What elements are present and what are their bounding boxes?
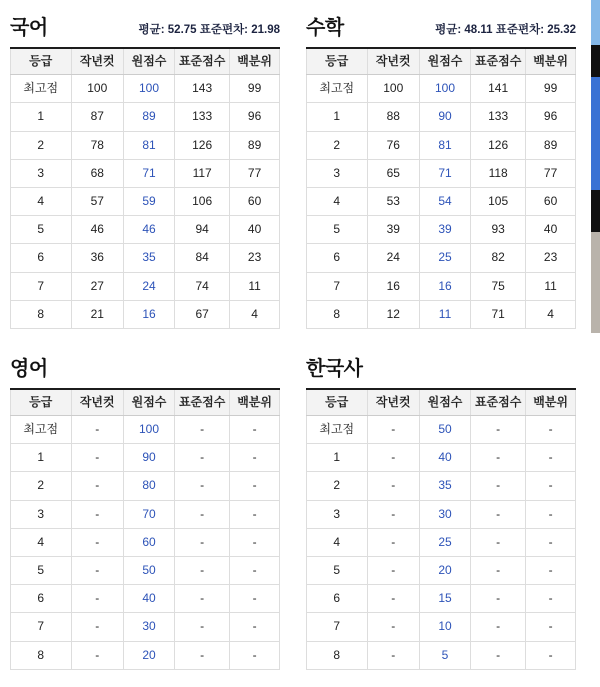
subject-title: 국어: [10, 17, 48, 39]
last-year-cut-cell: -: [367, 613, 419, 641]
last-year-cut-cell: -: [367, 528, 419, 556]
table-row: [307, 159, 576, 187]
raw-score-cell: 35: [123, 244, 174, 272]
std-score-cell: -: [471, 585, 526, 613]
last-year-cut-cell: 21: [71, 300, 123, 328]
raw-score-cell: 39: [419, 216, 470, 244]
percentile-cell: -: [230, 641, 280, 669]
column-header: 백분위: [526, 389, 576, 416]
last-year-cut-cell: -: [367, 472, 419, 500]
percentile-cell: -: [526, 528, 576, 556]
grade-cell: 3: [11, 159, 72, 187]
raw-score-cell: 50: [123, 557, 174, 585]
last-year-cut-cell: -: [71, 500, 123, 528]
table-row: [307, 187, 576, 215]
percentile-cell: 99: [230, 75, 280, 103]
grade-cell: 1: [307, 103, 368, 131]
grade-cell: 8: [11, 641, 72, 669]
table-row: [307, 103, 576, 131]
column-header: 표준점수: [471, 48, 526, 75]
raw-score-cell: 59: [123, 187, 174, 215]
grade-cell: 1: [11, 103, 72, 131]
raw-score-cell: 50: [419, 416, 470, 444]
last-year-cut-cell: -: [367, 500, 419, 528]
table-row: [11, 585, 280, 613]
table-row: [307, 131, 576, 159]
grade-cell: 1: [307, 444, 368, 472]
std-score-cell: 93: [471, 216, 526, 244]
raw-score-cell: 5: [419, 641, 470, 669]
table-row: [11, 131, 280, 159]
column-header: 원점수: [123, 48, 174, 75]
score-table: [10, 388, 280, 670]
table-row: [11, 472, 280, 500]
last-year-cut-cell: 65: [367, 159, 419, 187]
grade-cell: 3: [307, 159, 368, 187]
percentile-cell: 60: [230, 187, 280, 215]
column-header: 표준점수: [175, 389, 230, 416]
percentile-cell: 40: [526, 216, 576, 244]
grade-cell: 8: [11, 300, 72, 328]
grade-cell: 4: [307, 187, 368, 215]
raw-score-cell: 100: [123, 75, 174, 103]
table-row: [307, 641, 576, 669]
std-score-cell: 67: [175, 300, 230, 328]
column-header: 백분위: [230, 389, 280, 416]
raw-score-cell: 35: [419, 472, 470, 500]
raw-score-cell: 16: [123, 300, 174, 328]
percentile-cell: -: [230, 500, 280, 528]
percentile-cell: -: [526, 585, 576, 613]
grade-cell: 4: [307, 528, 368, 556]
std-score-cell: -: [471, 500, 526, 528]
std-score-cell: -: [471, 472, 526, 500]
std-score-cell: 117: [175, 159, 230, 187]
percentile-cell: -: [230, 472, 280, 500]
last-year-cut-cell: -: [71, 585, 123, 613]
subject-section-math: [306, 14, 576, 329]
std-score-cell: -: [175, 444, 230, 472]
last-year-cut-cell: 27: [71, 272, 123, 300]
subject-title: 한국사: [306, 357, 363, 380]
percentile-cell: 23: [526, 244, 576, 272]
score-table: [306, 388, 576, 670]
std-score-cell: 126: [471, 131, 526, 159]
raw-score-cell: 100: [123, 416, 174, 444]
column-header: 작년컷: [367, 389, 419, 416]
raw-score-cell: 16: [419, 272, 470, 300]
raw-score-cell: 10: [419, 613, 470, 641]
last-year-cut-cell: 76: [367, 131, 419, 159]
percentile-cell: -: [526, 613, 576, 641]
table-row: [11, 500, 280, 528]
column-header: 표준점수: [471, 389, 526, 416]
table-row: [307, 528, 576, 556]
subject-header: [306, 355, 576, 380]
percentile-cell: -: [526, 557, 576, 585]
last-year-cut-cell: 12: [367, 300, 419, 328]
raw-score-cell: 54: [419, 187, 470, 215]
std-score-cell: -: [175, 641, 230, 669]
raw-score-cell: 40: [419, 444, 470, 472]
raw-score-cell: 90: [419, 103, 470, 131]
std-score-cell: -: [471, 444, 526, 472]
percentile-cell: -: [230, 444, 280, 472]
grade-cell: 6: [307, 585, 368, 613]
table-row: [307, 585, 576, 613]
last-year-cut-cell: -: [71, 557, 123, 585]
std-score-cell: -: [471, 641, 526, 669]
std-score-cell: 71: [471, 300, 526, 328]
column-header: 원점수: [419, 389, 470, 416]
percentile-cell: -: [230, 613, 280, 641]
last-year-cut-cell: -: [367, 641, 419, 669]
grade-cell: 최고점: [11, 75, 72, 103]
grade-cell: 3: [307, 500, 368, 528]
score-table: [306, 47, 576, 329]
last-year-cut-cell: -: [367, 444, 419, 472]
std-score-cell: 106: [175, 187, 230, 215]
last-year-cut-cell: -: [71, 444, 123, 472]
subject-title: 영어: [10, 357, 48, 380]
table-row: [307, 300, 576, 328]
table-row: [11, 216, 280, 244]
last-year-cut-cell: -: [71, 472, 123, 500]
table-row: [11, 300, 280, 328]
percentile-cell: 77: [526, 159, 576, 187]
std-score-cell: -: [175, 613, 230, 641]
table-row: [11, 103, 280, 131]
raw-score-cell: 46: [123, 216, 174, 244]
raw-score-cell: 20: [123, 641, 174, 669]
edge-strip-segment: [591, 232, 600, 333]
std-score-cell: 141: [471, 75, 526, 103]
raw-score-cell: 81: [123, 131, 174, 159]
grade-cell: 7: [11, 272, 72, 300]
grade-cell: 2: [11, 131, 72, 159]
table-header-row: [307, 48, 576, 75]
percentile-cell: -: [230, 416, 280, 444]
last-year-cut-cell: -: [71, 528, 123, 556]
grade-cell: 7: [307, 272, 368, 300]
raw-score-cell: 90: [123, 444, 174, 472]
subject-header: [10, 14, 280, 39]
table-row: [11, 244, 280, 272]
std-score-cell: 84: [175, 244, 230, 272]
grade-cell: 6: [11, 244, 72, 272]
edge-strip-segment: [591, 0, 600, 45]
table-row: [11, 641, 280, 669]
grade-cell: 4: [11, 187, 72, 215]
grade-cell: 2: [11, 472, 72, 500]
grade-cell: 8: [307, 300, 368, 328]
last-year-cut-cell: 87: [71, 103, 123, 131]
subject-header: [306, 14, 576, 39]
edge-strip-segment: [591, 77, 600, 190]
raw-score-cell: 20: [419, 557, 470, 585]
table-row: [307, 444, 576, 472]
last-year-cut-cell: 36: [71, 244, 123, 272]
last-year-cut-cell: 68: [71, 159, 123, 187]
percentile-cell: 40: [230, 216, 280, 244]
table-row: [307, 272, 576, 300]
raw-score-cell: 24: [123, 272, 174, 300]
grade-cell: 5: [11, 216, 72, 244]
percentile-cell: 89: [526, 131, 576, 159]
table-row: [307, 75, 576, 103]
grade-cell: 최고점: [307, 416, 368, 444]
last-year-cut-cell: 16: [367, 272, 419, 300]
percentile-cell: 4: [230, 300, 280, 328]
last-year-cut-cell: -: [367, 585, 419, 613]
last-year-cut-cell: 46: [71, 216, 123, 244]
grade-cell: 4: [11, 528, 72, 556]
percentile-cell: -: [230, 528, 280, 556]
last-year-cut-cell: -: [367, 416, 419, 444]
table-row: [11, 272, 280, 300]
grade-cell: 7: [11, 613, 72, 641]
column-header: 등급: [307, 48, 368, 75]
table-row: [11, 187, 280, 215]
percentile-cell: -: [230, 557, 280, 585]
std-score-cell: -: [175, 500, 230, 528]
std-score-cell: 118: [471, 159, 526, 187]
percentile-cell: -: [230, 585, 280, 613]
table-row: [11, 444, 280, 472]
raw-score-cell: 71: [419, 159, 470, 187]
table-row: [307, 557, 576, 585]
grade-cell: 2: [307, 472, 368, 500]
subject-section-korean: [10, 14, 280, 329]
raw-score-cell: 15: [419, 585, 470, 613]
std-score-cell: -: [175, 528, 230, 556]
raw-score-cell: 25: [419, 528, 470, 556]
column-header: 등급: [11, 389, 72, 416]
grade-cell: 5: [307, 557, 368, 585]
grade-cell: 6: [11, 585, 72, 613]
percentile-cell: -: [526, 500, 576, 528]
std-score-cell: -: [471, 557, 526, 585]
std-score-cell: 133: [175, 103, 230, 131]
grade-cell: 최고점: [307, 75, 368, 103]
percentile-cell: -: [526, 472, 576, 500]
grade-cell: 3: [11, 500, 72, 528]
percentile-cell: 96: [526, 103, 576, 131]
percentile-cell: 23: [230, 244, 280, 272]
column-header: 표준점수: [175, 48, 230, 75]
last-year-cut-cell: -: [367, 557, 419, 585]
table-row: [11, 613, 280, 641]
raw-score-cell: 100: [419, 75, 470, 103]
column-header: 작년컷: [71, 389, 123, 416]
table-row: [11, 159, 280, 187]
subject-section-korean-history: [306, 355, 576, 670]
raw-score-cell: 89: [123, 103, 174, 131]
std-score-cell: 94: [175, 216, 230, 244]
subject-header: [10, 355, 280, 380]
raw-score-cell: 71: [123, 159, 174, 187]
table-row: [307, 416, 576, 444]
percentile-cell: 60: [526, 187, 576, 215]
column-header: 작년컷: [71, 48, 123, 75]
table-row: [11, 557, 280, 585]
percentile-cell: 77: [230, 159, 280, 187]
std-score-cell: -: [471, 528, 526, 556]
last-year-cut-cell: -: [71, 416, 123, 444]
last-year-cut-cell: 78: [71, 131, 123, 159]
std-score-cell: 75: [471, 272, 526, 300]
std-score-cell: -: [175, 416, 230, 444]
table-row: [307, 244, 576, 272]
score-table: [10, 47, 280, 329]
raw-score-cell: 11: [419, 300, 470, 328]
percentile-cell: -: [526, 444, 576, 472]
percentile-cell: -: [526, 416, 576, 444]
subject-title: 수학: [306, 17, 344, 39]
std-score-cell: 143: [175, 75, 230, 103]
column-header: 원점수: [123, 389, 174, 416]
std-score-cell: 105: [471, 187, 526, 215]
grade-cell: 5: [307, 216, 368, 244]
table-header-row: [11, 48, 280, 75]
table-row: [307, 613, 576, 641]
grade-cell: 7: [307, 613, 368, 641]
percentile-cell: 96: [230, 103, 280, 131]
edge-strip-segment: [591, 190, 600, 232]
raw-score-cell: 81: [419, 131, 470, 159]
std-score-cell: -: [471, 613, 526, 641]
grade-cell: 최고점: [11, 416, 72, 444]
last-year-cut-cell: 24: [367, 244, 419, 272]
table-header-row: [307, 389, 576, 416]
raw-score-cell: 25: [419, 244, 470, 272]
table-header-row: [11, 389, 280, 416]
std-score-cell: -: [471, 416, 526, 444]
raw-score-cell: 30: [123, 613, 174, 641]
edge-strip-segment: [591, 45, 600, 77]
last-year-cut-cell: -: [71, 613, 123, 641]
subjects-grid: [10, 14, 576, 670]
percentile-cell: 99: [526, 75, 576, 103]
column-header: 백분위: [230, 48, 280, 75]
percentile-cell: 11: [230, 272, 280, 300]
percentile-cell: 4: [526, 300, 576, 328]
std-score-cell: 133: [471, 103, 526, 131]
column-header: 백분위: [526, 48, 576, 75]
subject-stats: 평균: 52.75 표준편차: 21.98: [138, 24, 280, 36]
percentile-cell: 89: [230, 131, 280, 159]
subject-section-english: [10, 355, 280, 670]
column-header: 등급: [307, 389, 368, 416]
grade-cell: 8: [307, 641, 368, 669]
table-row: [307, 472, 576, 500]
table-row: [11, 416, 280, 444]
column-header: 원점수: [419, 48, 470, 75]
grade-cell: 6: [307, 244, 368, 272]
grade-cell: 2: [307, 131, 368, 159]
last-year-cut-cell: 100: [367, 75, 419, 103]
std-score-cell: 82: [471, 244, 526, 272]
std-score-cell: -: [175, 557, 230, 585]
raw-score-cell: 30: [419, 500, 470, 528]
std-score-cell: -: [175, 472, 230, 500]
table-row: [307, 216, 576, 244]
column-header: 작년컷: [367, 48, 419, 75]
grade-cell: 5: [11, 557, 72, 585]
last-year-cut-cell: 100: [71, 75, 123, 103]
std-score-cell: 74: [175, 272, 230, 300]
last-year-cut-cell: -: [71, 641, 123, 669]
last-year-cut-cell: 53: [367, 187, 419, 215]
last-year-cut-cell: 57: [71, 187, 123, 215]
raw-score-cell: 70: [123, 500, 174, 528]
column-header: 등급: [11, 48, 72, 75]
last-year-cut-cell: 88: [367, 103, 419, 131]
std-score-cell: 126: [175, 131, 230, 159]
table-row: [307, 500, 576, 528]
raw-score-cell: 80: [123, 472, 174, 500]
raw-score-cell: 40: [123, 585, 174, 613]
right-edge-strip: [591, 0, 600, 333]
std-score-cell: -: [175, 585, 230, 613]
subject-stats: 평균: 48.11 표준편차: 25.32: [435, 24, 576, 36]
table-row: [11, 75, 280, 103]
grade-cell: 1: [11, 444, 72, 472]
raw-score-cell: 60: [123, 528, 174, 556]
percentile-cell: 11: [526, 272, 576, 300]
last-year-cut-cell: 39: [367, 216, 419, 244]
percentile-cell: -: [526, 641, 576, 669]
table-row: [11, 528, 280, 556]
